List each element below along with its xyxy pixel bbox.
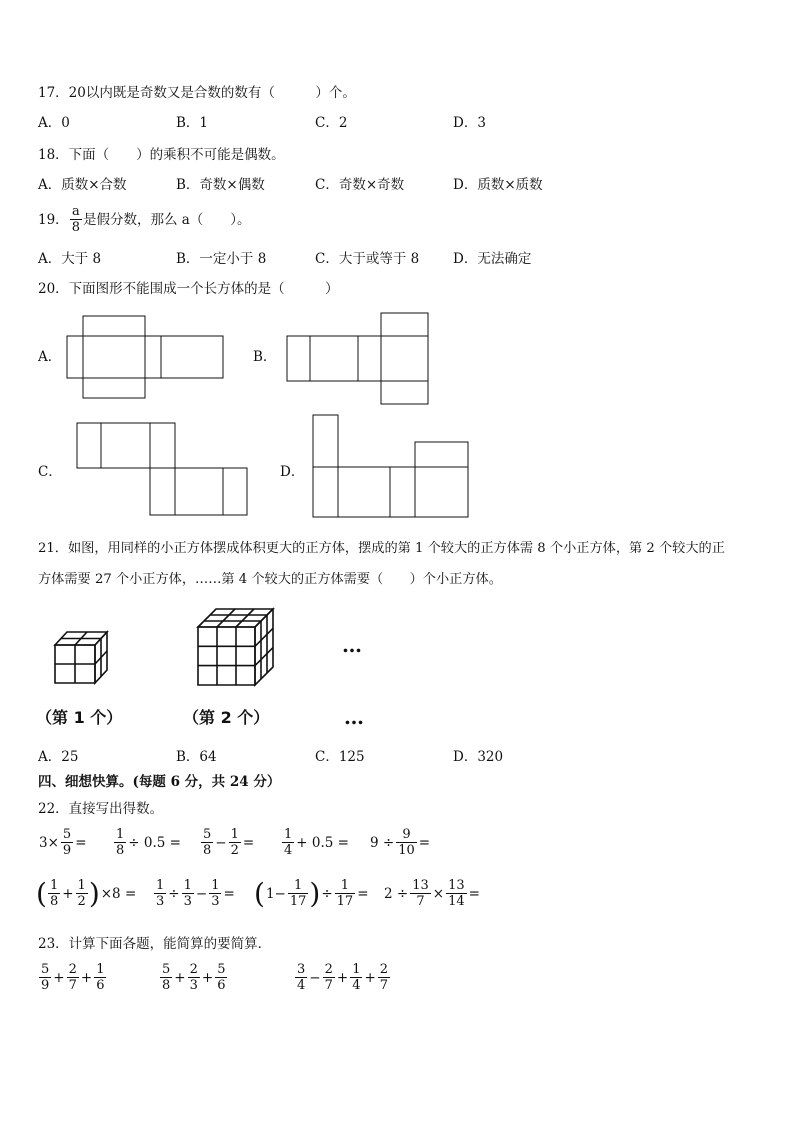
q21-ellipsis-top: … [342,633,362,657]
q18-option-a[interactable]: A．质数×合数 [38,177,127,193]
frac-den: 4 [352,978,361,993]
fraction [350,962,362,993]
q22-expr-7 [153,878,236,909]
fraction [61,827,73,858]
expr-op: + [80,969,93,986]
expr-post: ÷ 0.5 = [128,834,181,851]
q22-expr-3 [200,827,255,858]
expr-op: + [201,969,214,986]
fraction [160,962,172,993]
q20-label-d[interactable]: D． [280,464,305,480]
frac-den: 17 [336,894,354,909]
frac-num: 1 [230,827,239,842]
fraction [378,962,390,993]
expr-pre: 2 ÷ [384,885,409,902]
left-paren: ( [36,876,47,910]
fraction [76,878,88,909]
frac-den: 2 [230,843,239,858]
frac-den: 7 [379,978,389,993]
expr-op: − [309,969,321,986]
frac-num: 5 [41,962,50,977]
q22-expr-5 [369,827,431,858]
q22-expr-9 [383,878,481,909]
frac-num: 1 [183,878,192,893]
frac-num: 13 [448,878,465,893]
q19-frac-den: 8 [71,220,80,235]
frac-den: 7 [324,978,333,993]
fraction [154,878,166,909]
frac-den: 2 [77,894,86,909]
expr-post: = [242,834,255,851]
frac-num: 1 [284,827,293,842]
fraction [396,827,417,858]
fraction [215,962,227,993]
frac-num: 2 [68,962,77,977]
frac-num: 5 [203,827,212,842]
q22-expr-8 [254,878,370,909]
q19-suffix: 是假分数，那么 a（ ）。 [82,211,251,228]
fraction [39,962,51,993]
fraction [323,962,335,993]
question-18-stem: 18．下面（ ）的乘积不可能是偶数。 [38,147,285,163]
q17-option-b[interactable]: B．1 [176,115,209,131]
frac-num: 1 [116,827,125,842]
q21-option-b[interactable]: B．64 [176,749,217,765]
frac-den: 17 [289,894,307,909]
expr-post: = [75,834,87,851]
expr-post: ×8 = [100,885,137,902]
frac-den: 14 [448,894,465,909]
frac-num: 1 [352,962,361,977]
frac-den: 8 [203,843,212,858]
frac-den: 8 [116,843,125,858]
fraction [410,878,431,909]
frac-num: 9 [402,827,411,842]
q22-expr-6 [36,878,137,909]
frac-den: 3 [156,894,165,909]
fraction [188,962,200,993]
frac-den: 9 [41,978,50,993]
q22-expr-4 [281,827,350,858]
q19-frac-num: a [71,204,80,219]
fraction [229,827,241,858]
expr-op: + [174,969,186,986]
frac-den: 8 [49,894,59,909]
frac-den: 3 [211,894,220,909]
frac-num: 2 [379,962,389,977]
expr-op: × [432,885,445,902]
question-22-stem: 22．直接写出得数。 [38,801,164,817]
q20-label-b[interactable]: B． [253,349,277,365]
frac-num: 1 [156,878,165,893]
fraction [114,827,126,858]
expr-op: ÷ [168,885,180,902]
q22-expr-1 [38,827,88,858]
expr-post: = [468,885,480,902]
expr-post: + 0.5 = [296,834,349,851]
frac-num: 5 [62,827,72,842]
q20-label-a[interactable]: A． [38,349,62,365]
expr-op: + [336,969,349,986]
q21-option-d[interactable]: D．320 [453,749,504,765]
fraction [94,962,106,993]
frac-num: 1 [340,878,350,893]
frac-den: 7 [410,893,431,909]
question-17-stem: 17．20以内既是奇数又是合数的数有（ ）个。 [38,85,356,101]
frac-num: 13 [412,878,429,893]
expr-pre: 9 ÷ [370,834,395,851]
question-23-stem: 23．计算下面各题，能简算的要简算． [38,936,272,952]
q23-expr-3 [294,962,391,993]
expr-post: = [357,885,369,902]
frac-den: 3 [183,894,192,909]
section-4-title: 四、细想快算。(每题 6 分，共 24 分） [38,774,281,790]
q21-caption-2: （第 2 个） [183,708,270,727]
fraction [288,878,309,909]
fraction [446,878,467,909]
left-paren: ( [254,876,265,910]
frac-den: 9 [62,843,72,858]
q21-caption-1: （第 1 个） [36,708,123,727]
frac-den: 8 [162,978,171,993]
q21-option-a[interactable]: A．25 [38,749,79,765]
fraction [182,878,194,909]
frac-den: 6 [217,978,226,993]
expr-op: + [62,885,74,902]
fraction [48,878,60,909]
frac-den: 4 [297,978,306,993]
q18-option-b[interactable]: B．奇数×偶数 [176,177,265,193]
frac-num: 1 [293,878,303,893]
expr-post: = [223,885,235,902]
expr-pre: 1− [265,885,286,902]
fraction [209,878,221,909]
frac-den: 3 [189,978,198,993]
frac-num: 1 [77,878,86,893]
q18-option-c[interactable]: C．奇数×奇数 [315,177,405,193]
expr-op: + [364,969,376,986]
q23-expr-2 [159,962,228,993]
q23-expr-1 [38,962,107,993]
frac-num: 2 [189,962,198,977]
q17-option-c[interactable]: C．2 [315,115,348,131]
frac-num: 3 [297,962,306,977]
q19-option-d[interactable]: D．无法确定 [453,251,532,267]
fraction [282,827,294,858]
expr-post: = [418,834,431,851]
question-20-stem: 20．下面图形不能围成一个长方体的是（ ） [38,281,339,297]
q17-option-d[interactable]: D．3 [453,115,486,131]
question-21-stem-line2: 方体需要 27 个小正方体，……第 4 个较大的正方体需要（ ）个小正方体。 [38,572,502,587]
q17-option-a[interactable]: A．0 [38,115,70,131]
frac-num: 1 [49,878,59,893]
right-paren: ) [309,876,321,910]
frac-den: 10 [398,843,415,858]
q19-option-c[interactable]: C．大于或等于 8 [315,251,420,267]
q19-option-a[interactable]: A．大于 8 [38,251,102,267]
q18-option-d[interactable]: D．质数×质数 [453,177,543,193]
frac-num: 5 [217,962,226,977]
q19-option-b[interactable]: B．一定小于 8 [176,251,267,267]
expr-pre: 3× [39,834,59,851]
frac-den: 4 [284,843,293,858]
expr-op: + [53,969,65,986]
frac-den: 7 [68,978,77,993]
frac-num: 1 [211,878,220,893]
fraction [295,962,307,993]
frac-num: 2 [324,962,333,977]
frac-num: 5 [162,962,171,977]
question-21-stem-line1: 21．如图，用同样的小正方体摆成体积更大的正方体，摆成的第 1 个较大的正方体需 8 个小正方体，第 2 个较大的正 [38,541,725,556]
expr-op: − [195,885,208,902]
fraction [335,878,356,909]
frac-den: 6 [96,978,105,993]
q20-label-c[interactable]: C． [38,464,62,480]
fraction [201,827,213,858]
expr-op: ÷ [321,885,333,902]
frac-num: 1 [96,962,105,977]
right-paren: ) [88,876,100,910]
q19-prefix: 19． [38,211,69,228]
expr-op: − [215,834,227,851]
q21-option-c[interactable]: C．125 [315,749,365,765]
q21-ellipsis-bottom: … [344,705,364,729]
fraction [67,962,79,993]
q22-expr-2 [113,827,182,858]
